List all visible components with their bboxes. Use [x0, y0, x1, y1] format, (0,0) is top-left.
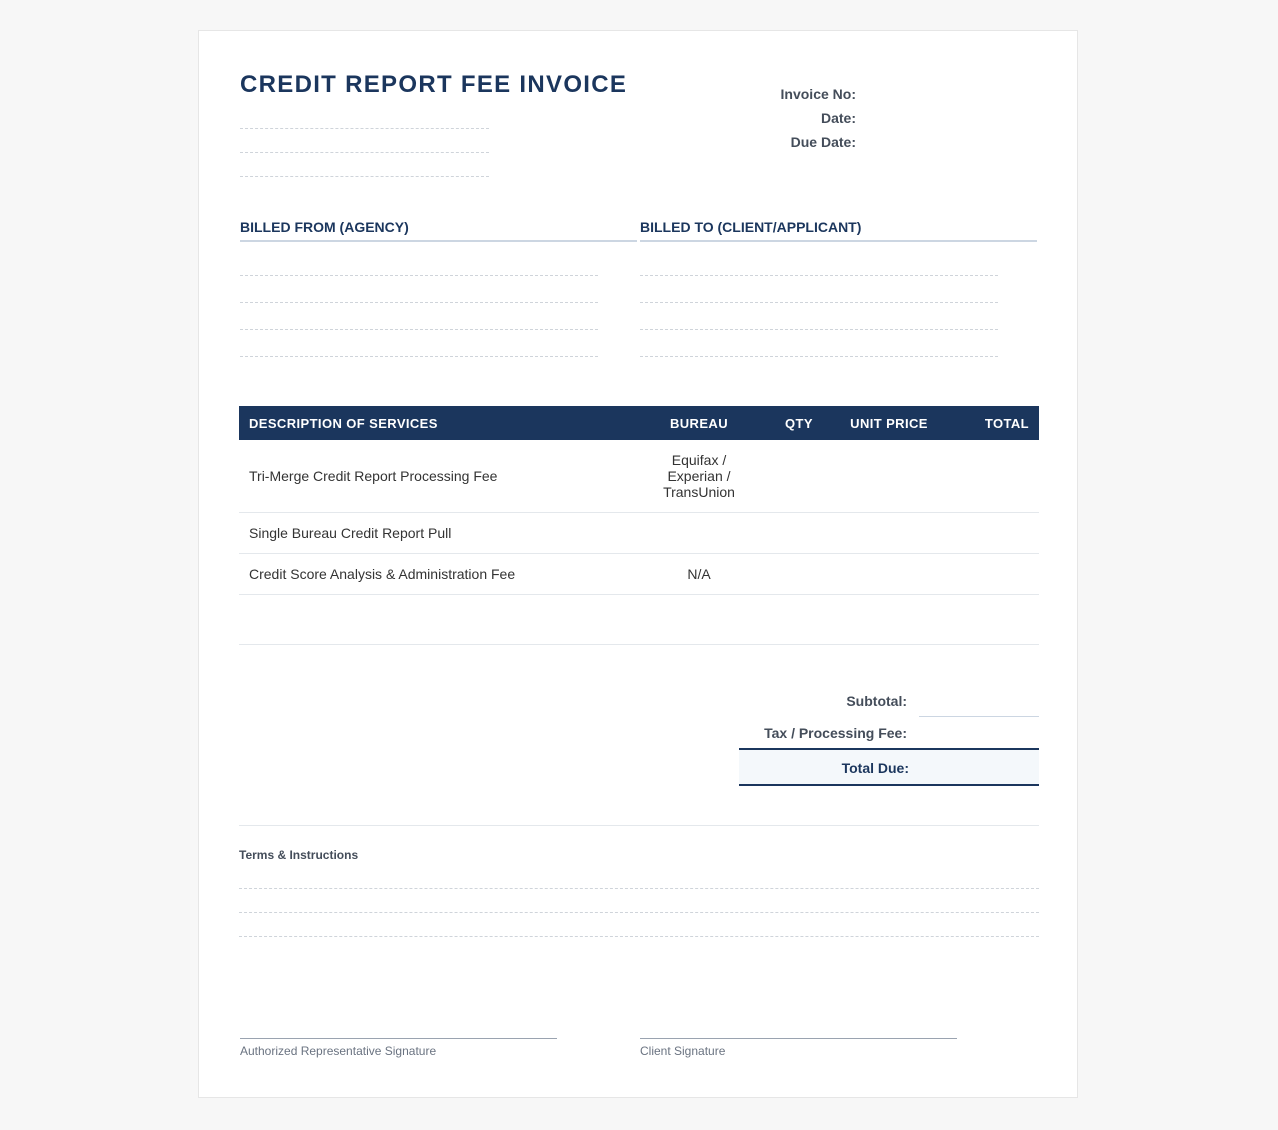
invoice-page [198, 30, 1078, 1098]
billed-from-line[interactable] [240, 356, 598, 357]
service-unit-price[interactable] [839, 440, 939, 512]
column-header-qty: QTY [785, 415, 813, 431]
billed-from-line[interactable] [240, 302, 598, 303]
terms-line[interactable] [239, 888, 1039, 889]
service-description: Tri-Merge Credit Report Processing Fee [249, 468, 498, 484]
subtotal-label: Subtotal: [846, 693, 907, 709]
table-row [239, 554, 1039, 595]
billed-from-heading: BILLED FROM (AGENCY) [240, 219, 637, 242]
subtotal-value-field[interactable] [919, 694, 1039, 717]
tax-label: Tax / Processing Fee: [764, 725, 907, 741]
billed-to-line[interactable] [640, 356, 998, 357]
representative-signature-line[interactable] [240, 1038, 557, 1039]
billed-to-line[interactable] [640, 275, 998, 276]
billed-to-heading: BILLED TO (CLIENT/APPLICANT) [640, 219, 1037, 242]
table-row [239, 513, 1039, 554]
invoice-number-label: Invoice No: [780, 86, 856, 102]
total-due-box [739, 748, 1039, 786]
table-row [239, 440, 1039, 513]
representative-signature-label: Authorized Representative Signature [240, 1044, 437, 1058]
table-row-blank[interactable] [239, 595, 1039, 645]
header-blank-line[interactable] [240, 152, 489, 153]
column-header-total: TOTAL [984, 415, 1029, 431]
terms-heading: Terms & Instructions [239, 848, 359, 862]
invoice-title: CREDIT REPORT FEE INVOICE [240, 71, 628, 98]
service-bureau: N/A [687, 566, 711, 582]
service-qty[interactable] [769, 554, 829, 594]
service-qty[interactable] [769, 440, 829, 512]
bureau-line: Equifax / [671, 452, 727, 468]
section-divider [239, 825, 1039, 826]
bureau-line: Experian / [667, 468, 731, 484]
client-signature-label: Client Signature [640, 1044, 726, 1058]
service-bureau [639, 440, 759, 512]
service-description: Credit Score Analysis & Administration Fee [249, 566, 516, 582]
terms-line[interactable] [239, 912, 1039, 913]
service-unit-price[interactable] [839, 554, 939, 594]
service-description: Single Bureau Credit Report Pull [249, 525, 452, 541]
header-blank-line[interactable] [240, 128, 489, 129]
column-header-unit-price: UNIT PRICE [850, 415, 928, 431]
invoice-date-label: Date: [820, 110, 856, 126]
column-header-bureau: BUREAU [669, 415, 728, 431]
billed-from-line[interactable] [240, 275, 598, 276]
service-unit-price[interactable] [839, 513, 939, 553]
total-due-label: Total Due: [841, 760, 909, 776]
services-table-header [239, 406, 1039, 440]
invoice-due-date-label: Due Date: [790, 134, 856, 150]
billed-to-line[interactable] [640, 329, 998, 330]
billed-from-line[interactable] [240, 329, 598, 330]
service-bureau[interactable] [639, 513, 759, 553]
client-signature-line[interactable] [640, 1038, 957, 1039]
bureau-line: TransUnion [663, 484, 735, 500]
billed-to-line[interactable] [640, 302, 998, 303]
column-header-description: DESCRIPTION OF SERVICES [249, 415, 438, 431]
header-blank-line[interactable] [240, 176, 489, 177]
terms-line[interactable] [239, 936, 1039, 937]
service-qty[interactable] [769, 513, 829, 553]
